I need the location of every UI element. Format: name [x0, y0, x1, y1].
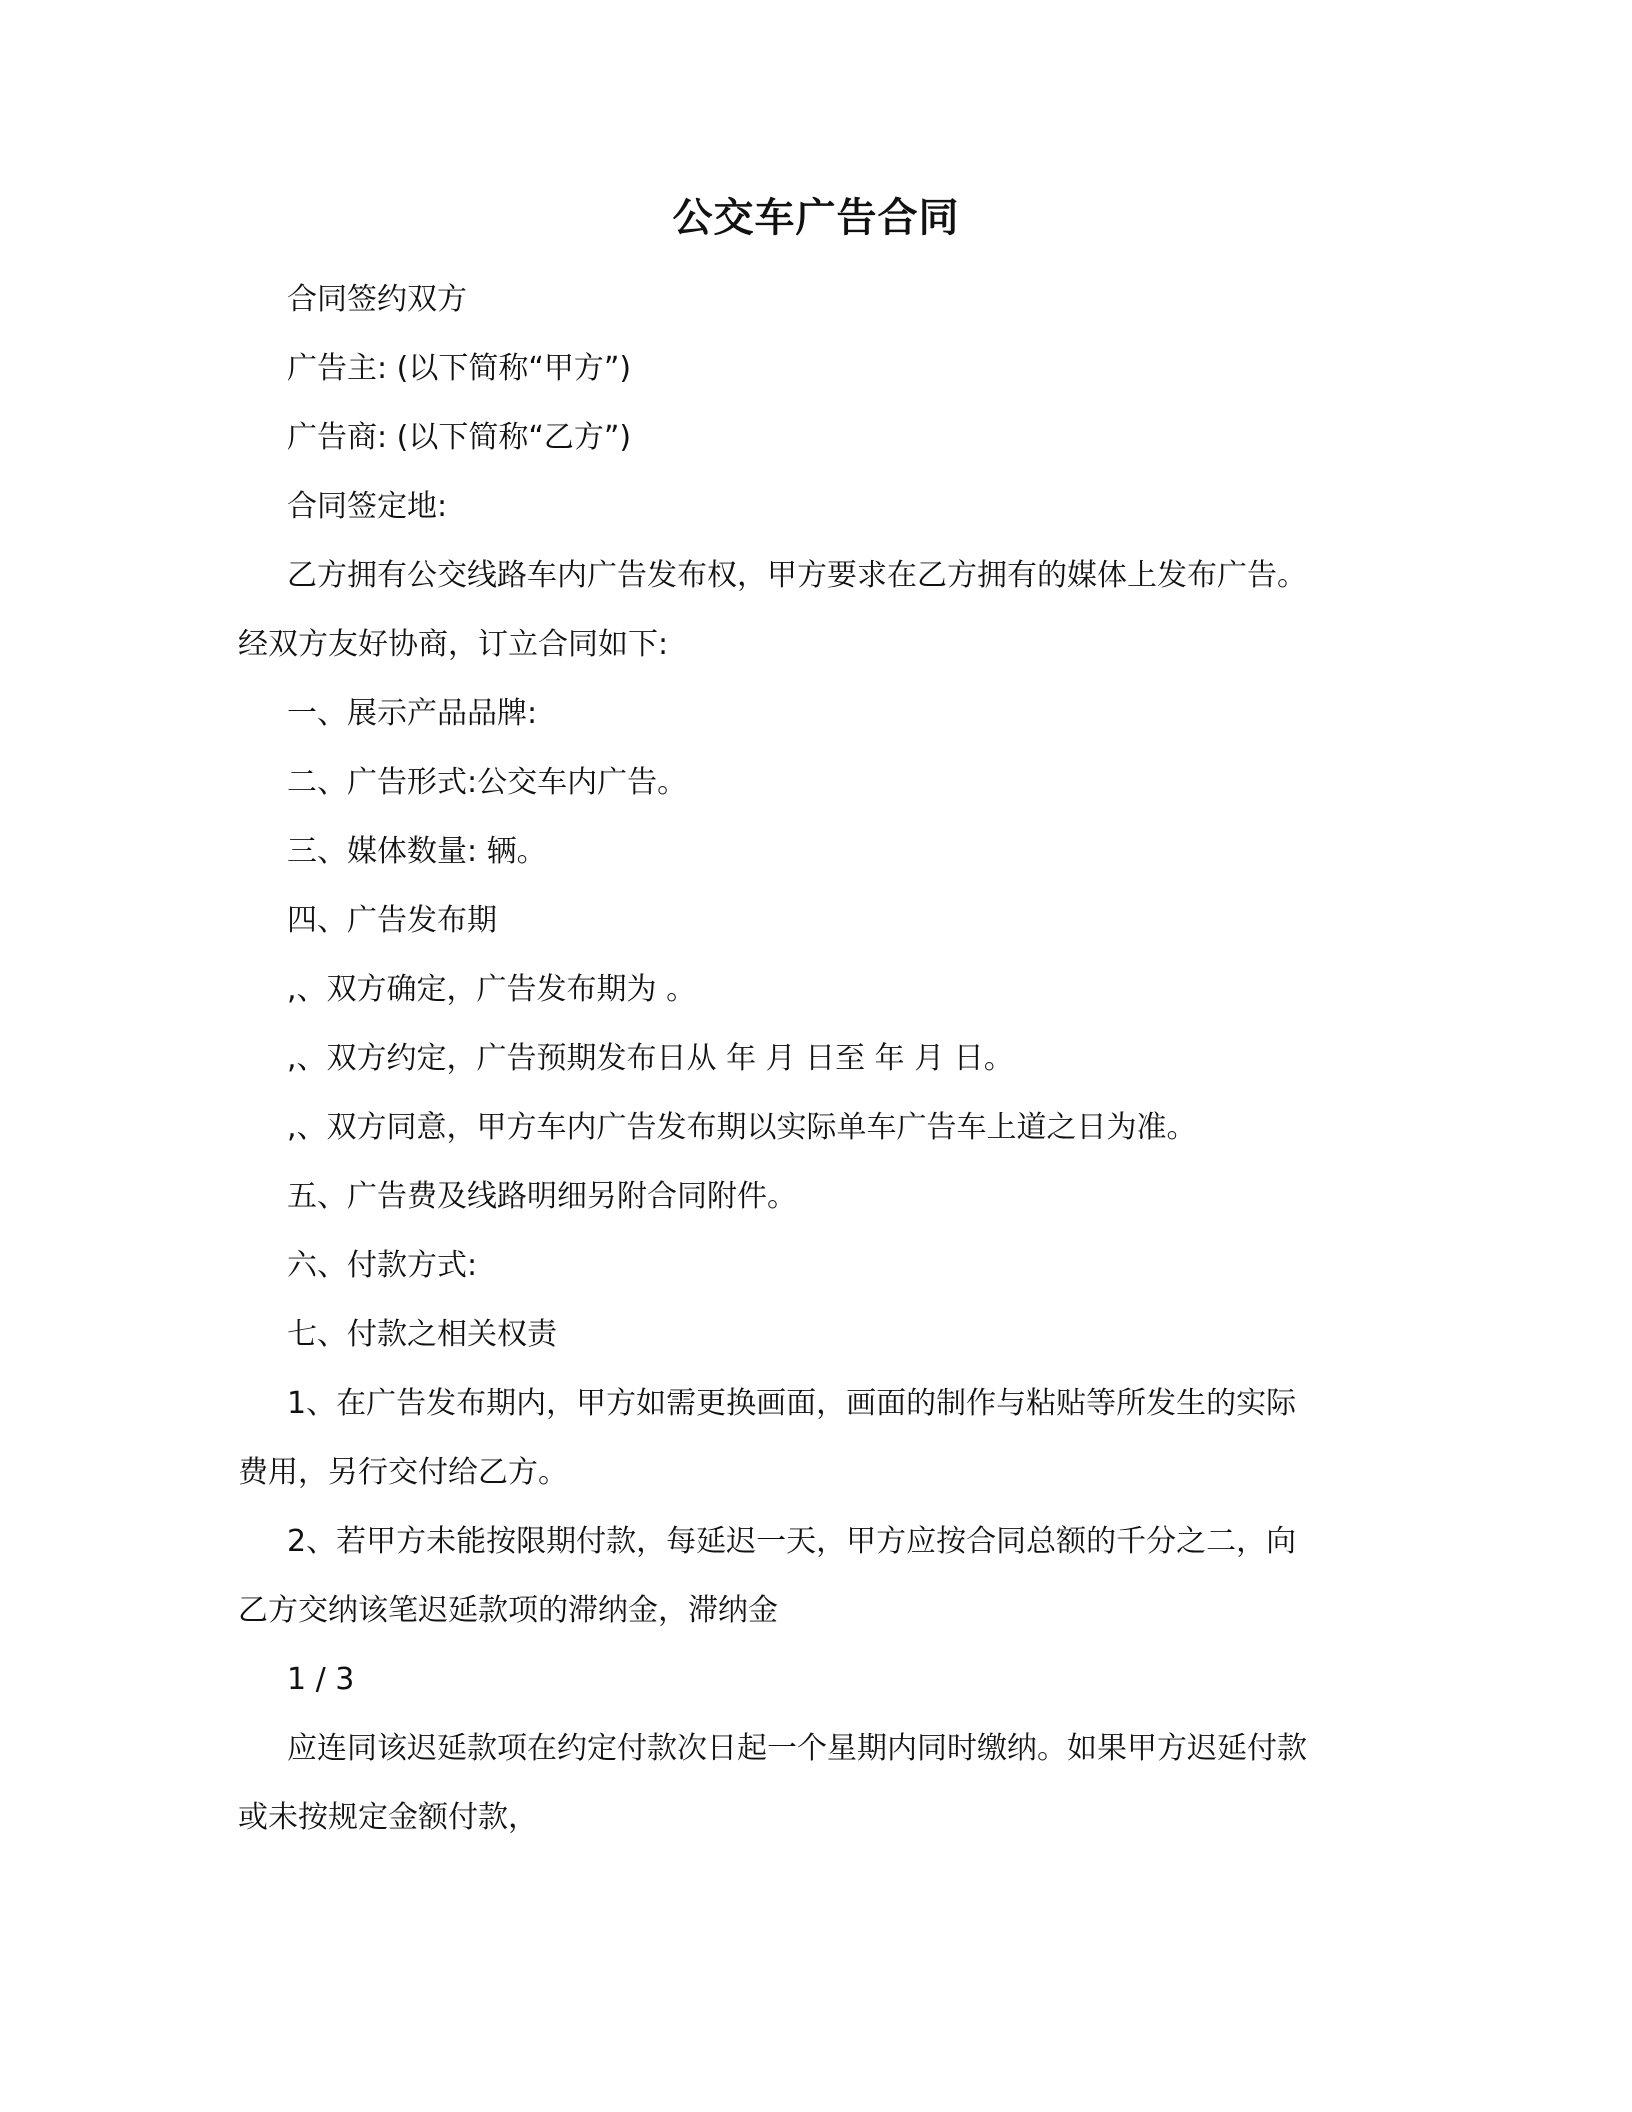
paragraph-line: 六、付款方式: [287, 1248, 478, 1283]
paragraph-line: 2、若甲方未能按限期付款，每延迟一天，甲方应按合同总额的千分之二，向 [287, 1524, 1297, 1559]
paragraph-line: 一、展示产品品牌: [287, 696, 538, 731]
paragraph-line: 广告商: (以下简称“乙方”) [287, 420, 632, 455]
paragraph-line: 二、广告形式:公交车内广告。 [287, 765, 688, 800]
paragraph-line: 费用，另行交付给乙方。 [238, 1455, 568, 1490]
paragraph-line: 应连同该迟延款项在约定付款次日起一个星期内同时缴纳。如果甲方迟延付款 [287, 1731, 1307, 1766]
paragraph-line: 经双方友好协商，订立合同如下: [238, 627, 669, 662]
paragraph-line: 三、媒体数量: 辆。 [287, 834, 547, 869]
paragraph-line: 1、在广告发布期内，甲方如需更换画面，画面的制作与粘贴等所发生的实际 [287, 1386, 1297, 1421]
paragraph-line: ,、双方同意，甲方车内广告发布期以实际单车广告车上道之日为准。 [287, 1110, 1197, 1145]
paragraph-line: 七、付款之相关权责 [287, 1317, 557, 1352]
paragraph-line: 合同签约双方 [287, 282, 467, 317]
paragraph-line: 四、广告发布期 [287, 903, 497, 938]
paragraph-line: 合同签定地: [287, 489, 448, 524]
paragraph-line: 乙方交纳该笔迟延款项的滞纳金，滞纳金 [238, 1593, 778, 1628]
paragraph-line: 广告主: (以下简称“甲方”) [287, 351, 632, 386]
document-title: 公交车广告合同 [672, 195, 960, 241]
paragraph-line: 或未按规定金额付款， [238, 1800, 538, 1835]
paragraph-line: 乙方拥有公交线路车内广告发布权，甲方要求在乙方拥有的媒体上发布广告。 [287, 558, 1307, 593]
paragraph-line: 五、广告费及线路明细另附合同附件。 [287, 1179, 797, 1214]
paragraph-line: ,、双方确定，广告发布期为 。 [287, 972, 697, 1007]
page-number: 1 / 3 [287, 1662, 355, 1697]
paragraph-line: ,、双方约定，广告预期发布日从 年 月 日至 年 月 日。 [287, 1041, 1014, 1076]
